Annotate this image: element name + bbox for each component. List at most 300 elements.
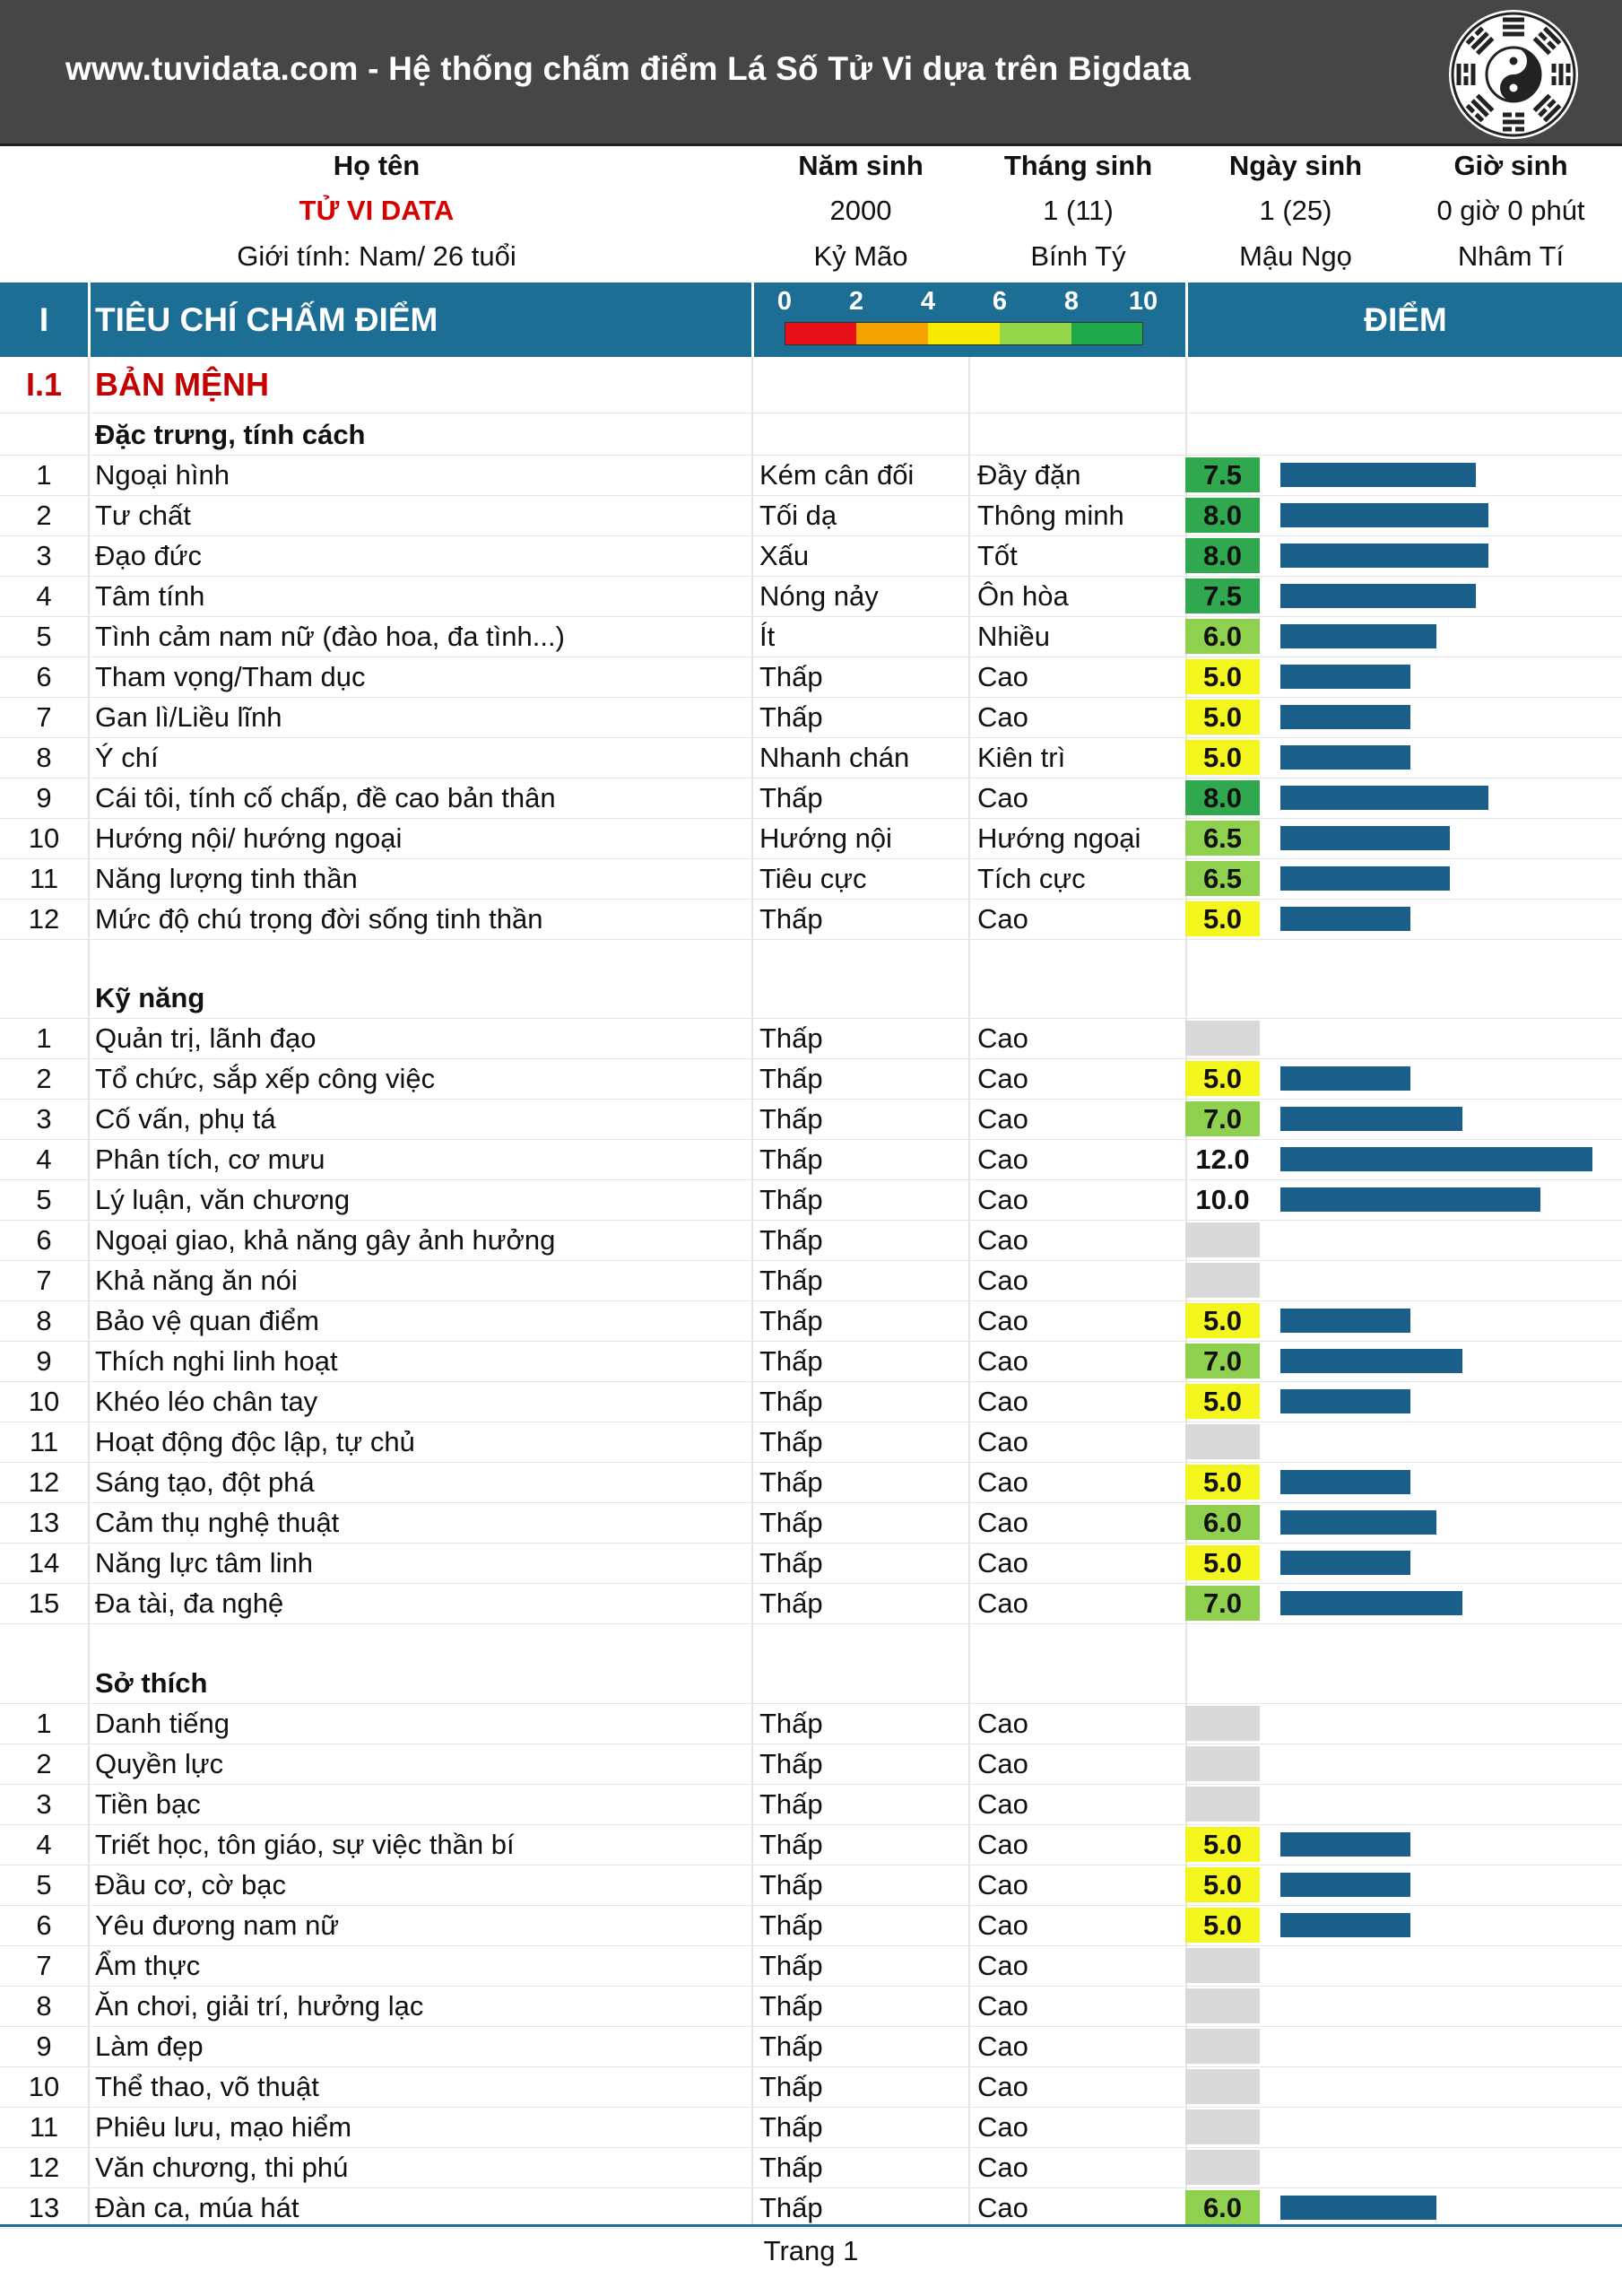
high-label: Cao	[977, 1950, 1028, 1981]
table-row	[0, 2147, 1622, 2187]
high-label: Kiên trì	[977, 742, 1066, 773]
criterion-name: Đầu cơ, cờ bạc	[95, 1869, 286, 1900]
criterion-name: Quản trị, lãnh đạo	[95, 1022, 317, 1054]
score-value: 8.0	[1185, 498, 1260, 533]
row-number: 5	[36, 621, 52, 652]
row-number: 11	[29, 1426, 59, 1457]
row-number: 2	[36, 1748, 52, 1779]
criterion-name: Hướng nội/ hướng ngoại	[95, 822, 403, 854]
high-label: Cao	[977, 2192, 1028, 2223]
score-bar	[1280, 745, 1410, 770]
high-label: Cao	[977, 1708, 1028, 1739]
row-number: 8	[36, 1990, 52, 2022]
row-number: 12	[28, 903, 60, 935]
low-label: Thấp	[759, 1909, 823, 1941]
criterion-name: Danh tiếng	[95, 1708, 230, 1739]
criterion-name: Khả năng ăn nói	[95, 1265, 298, 1296]
criterion-name: Năng lực tâm linh	[95, 1547, 314, 1578]
label-nam-sinh: Năm sinh	[798, 150, 924, 181]
score-value: 5.0	[1185, 1465, 1260, 1500]
row-number: 9	[36, 2031, 52, 2062]
low-label: Hướng nội	[759, 822, 892, 854]
criterion-name: Quyền lực	[95, 1748, 224, 1779]
row-divider	[0, 939, 1622, 940]
table-row	[0, 1824, 1622, 1865]
high-label: Cao	[977, 1144, 1028, 1175]
yin-yang-bagua-logo-icon	[1446, 7, 1581, 142]
score-bar	[1280, 665, 1410, 689]
scale-tick: 2	[848, 287, 864, 316]
row-number: 3	[36, 1788, 52, 1820]
label-gio-sinh: Giờ sinh	[1453, 150, 1568, 181]
criterion-name: Ăn chơi, giải trí, hưởng lạc	[95, 1990, 424, 2022]
row-number: 7	[36, 1950, 52, 1981]
table-row	[0, 1381, 1622, 1422]
header-title: www.tuvidata.com - Hệ thống chấm điểm Lá Số Tử Vi dựa trên Bigdata	[65, 50, 1192, 87]
high-label: Thông minh	[977, 500, 1124, 531]
row-number: 6	[36, 1909, 52, 1941]
table-row	[0, 1703, 1622, 1744]
score-value: 5.0	[1185, 901, 1260, 936]
criterion-name: Đa tài, đa nghệ	[95, 1587, 284, 1619]
table-row	[0, 697, 1622, 737]
low-label: Thấp	[759, 1990, 823, 2022]
row-number: 1	[36, 1708, 52, 1739]
section-ban-menh	[0, 357, 1622, 413]
high-label: Cao	[977, 1345, 1028, 1377]
score-bar	[1280, 826, 1450, 850]
criterion-name: Tư chất	[95, 500, 191, 531]
score-heading: ĐIỂM	[1364, 301, 1447, 338]
row-number: 4	[36, 580, 52, 612]
table-row	[0, 1583, 1622, 1623]
table-row	[0, 1905, 1622, 1945]
high-label: Cao	[977, 903, 1028, 935]
score-value	[1185, 1021, 1260, 1056]
info-values-row	[0, 188, 1622, 233]
criterion-name: Ngoại giao, khả năng gây ảnh hưởng	[95, 1224, 556, 1256]
criterion-name: Thể thao, võ thuật	[95, 2071, 319, 2102]
scale-tick: 6	[992, 287, 1008, 316]
high-label: Cao	[977, 1063, 1028, 1094]
group-title: Kỹ năng	[95, 982, 205, 1013]
low-label: Thấp	[759, 1265, 823, 1296]
row-number: 13	[28, 1507, 60, 1538]
criterion-name: Lý luận, văn chương	[95, 1184, 351, 1215]
table-row	[0, 1341, 1622, 1381]
score-bar	[1280, 544, 1488, 568]
high-label: Cao	[977, 1103, 1028, 1135]
score-value: 12.0	[1195, 1144, 1250, 1175]
high-label: Cao	[977, 1466, 1028, 1498]
table-row	[0, 1260, 1622, 1300]
info-extra-row	[0, 234, 1622, 279]
score-bar	[1280, 705, 1410, 729]
score-bar	[1280, 1913, 1410, 1937]
table-row	[0, 2066, 1622, 2107]
score-bar	[1280, 463, 1476, 487]
low-label: Thấp	[759, 1224, 823, 1256]
label-ngay-sinh: Ngày sinh	[1228, 150, 1363, 181]
value-thang-sinh: 1 (11)	[1043, 195, 1114, 226]
low-label: Thấp	[759, 1869, 823, 1900]
table-row	[0, 616, 1622, 657]
row-number: 6	[36, 661, 52, 692]
criterion-name: Ẩm thực	[95, 1950, 201, 1981]
high-label: Cao	[977, 1426, 1028, 1457]
score-bar	[1280, 624, 1436, 648]
table-row	[0, 1300, 1622, 1341]
low-label: Thấp	[759, 1507, 823, 1538]
criterion-name: Tham vọng/Tham dục	[95, 661, 366, 692]
table-row	[0, 899, 1622, 939]
score-bar	[1280, 1470, 1410, 1494]
score-bar	[1280, 1591, 1462, 1615]
criterion-name: Bảo vệ quan điểm	[95, 1305, 319, 1336]
section-title: BẢN MỆNH	[95, 366, 269, 403]
row-number: 5	[36, 1869, 52, 1900]
high-label: Cao	[977, 2071, 1028, 2102]
high-label: Cao	[977, 1587, 1028, 1619]
nam-can-chi: Kỷ Mão	[813, 240, 908, 272]
score-value: 5.0	[1185, 1061, 1260, 1096]
group-title: Đặc trưng, tính cách	[95, 419, 366, 450]
label-ho-ten: Họ tên	[333, 150, 421, 181]
high-label: Tốt	[977, 540, 1018, 571]
table-row	[0, 818, 1622, 858]
criterion-name: Năng lượng tinh thần	[95, 863, 358, 894]
high-label: Tích cực	[977, 863, 1086, 894]
score-bar	[1280, 1832, 1410, 1857]
score-bar	[1280, 1349, 1462, 1373]
high-label: Cao	[977, 1507, 1028, 1538]
score-value: 5.0	[1185, 1545, 1260, 1580]
high-label: Cao	[977, 1869, 1028, 1900]
table-row	[0, 1945, 1622, 1986]
row-number: 8	[36, 742, 52, 773]
high-label: Nhiều	[977, 621, 1050, 652]
high-label: Đầy đặn	[977, 459, 1081, 491]
score-value	[1185, 1263, 1260, 1298]
criterion-name: Tiền bạc	[95, 1788, 201, 1820]
thang-can-chi: Bính Tý	[1030, 240, 1126, 272]
low-label: Thấp	[759, 1305, 823, 1336]
row-number: 4	[36, 1829, 52, 1860]
row-number: 7	[36, 701, 52, 733]
high-label: Cao	[977, 1184, 1028, 1215]
row-number: 2	[36, 1063, 52, 1094]
row-number: 10	[28, 1386, 60, 1417]
table-row	[0, 657, 1622, 697]
criterion-name: Cố vấn, phụ tá	[95, 1103, 276, 1135]
page-number: Trang 1	[763, 2235, 859, 2266]
row-divider	[0, 1623, 1622, 1624]
value-ngay-sinh: 1 (25)	[1259, 195, 1332, 226]
high-label: Cao	[977, 661, 1028, 692]
row-number: 10	[28, 822, 60, 854]
score-value: 7.0	[1185, 1586, 1260, 1621]
criterion-name: Làm đẹp	[95, 2031, 204, 2062]
table-row	[0, 2107, 1622, 2147]
low-label: Thấp	[759, 2192, 823, 2223]
low-label: Thấp	[759, 1386, 823, 1417]
score-value: 5.0	[1185, 1384, 1260, 1419]
low-label: Thấp	[759, 1466, 823, 1498]
table-row	[0, 1099, 1622, 1139]
row-number: 11	[29, 863, 59, 894]
page-header	[0, 0, 1622, 146]
table-row	[0, 1220, 1622, 1260]
score-bar	[1280, 866, 1450, 891]
row-number: 4	[36, 1144, 52, 1175]
low-label: Thấp	[759, 1829, 823, 1860]
high-label: Cao	[977, 1909, 1028, 1941]
score-value: 5.0	[1185, 659, 1260, 694]
score-value: 6.0	[1185, 2190, 1260, 2225]
gioi-tinh: Giới tính: Nam/ 26 tuổi	[237, 240, 516, 272]
criteria-heading: TIÊU CHÍ CHẤM ĐIỂM	[95, 301, 438, 338]
row-divider	[0, 2228, 1622, 2229]
criterion-name: Văn chương, thi phú	[95, 2152, 349, 2183]
low-label: Thấp	[759, 1184, 823, 1215]
high-label: Cao	[977, 1224, 1028, 1256]
table-row	[0, 1865, 1622, 1905]
table-row	[0, 455, 1622, 495]
criterion-name: Cảm thụ nghệ thuật	[95, 1507, 340, 1538]
score-scale-legend	[753, 285, 1166, 357]
high-label: Cao	[977, 782, 1028, 813]
row-number: 14	[28, 1547, 60, 1578]
criterion-name: Yêu đương nam nữ	[95, 1909, 340, 1941]
criterion-name: Phân tích, cơ mưu	[95, 1144, 325, 1175]
score-value: 5.0	[1185, 1303, 1260, 1338]
criterion-name: Đàn ca, múa hát	[95, 2192, 299, 2223]
low-label: Thấp	[759, 1587, 823, 1619]
low-label: Nóng nảy	[759, 580, 879, 612]
row-number: 1	[36, 459, 52, 491]
score-bar	[1280, 1187, 1540, 1212]
criterion-name: Đạo đức	[95, 540, 202, 571]
row-number: 13	[28, 2192, 60, 2223]
low-label: Thấp	[759, 1345, 823, 1377]
section-roman: I	[39, 301, 49, 338]
criterion-name: Mức độ chú trọng đời sống tinh thần	[95, 903, 543, 935]
low-label: Thấp	[759, 903, 823, 935]
table-row	[0, 2187, 1622, 2228]
row-number: 3	[36, 540, 52, 571]
row-number: 3	[36, 1103, 52, 1135]
criterion-name: Gan lì/Liều lĩnh	[95, 701, 282, 733]
high-label: Cao	[977, 2031, 1028, 2062]
high-label: Cao	[977, 1386, 1028, 1417]
section-code: I.1	[25, 366, 63, 403]
score-value: 7.0	[1185, 1101, 1260, 1136]
score-value	[1185, 1222, 1260, 1257]
high-label: Cao	[977, 1990, 1028, 2022]
score-value	[1185, 1706, 1260, 1741]
high-label: Cao	[977, 1265, 1028, 1296]
criterion-name: Thích nghi linh hoạt	[95, 1345, 338, 1377]
high-label: Cao	[977, 2152, 1028, 2183]
score-bar	[1280, 1107, 1462, 1131]
row-number: 12	[28, 2152, 60, 2183]
score-value	[1185, 1988, 1260, 2023]
scale-tick: 8	[1063, 287, 1080, 316]
criterion-name: Tình cảm nam nữ (đào hoa, đa tình...)	[95, 621, 565, 652]
low-label: Tiêu cực	[759, 863, 867, 894]
table-row	[0, 1058, 1622, 1099]
high-label: Cao	[977, 1829, 1028, 1860]
table-row	[0, 1744, 1622, 1784]
high-label: Cao	[977, 701, 1028, 733]
score-value: 10.0	[1195, 1184, 1250, 1215]
value-gio-sinh: 0 giờ 0 phút	[1436, 195, 1585, 226]
table-row	[0, 1543, 1622, 1583]
score-value: 5.0	[1185, 1827, 1260, 1862]
high-label: Hướng ngoại	[977, 822, 1141, 854]
score-bar	[1280, 1873, 1410, 1897]
low-label: Thấp	[759, 701, 823, 733]
score-value: 6.0	[1185, 1505, 1260, 1540]
table-row	[0, 495, 1622, 535]
score-value	[1185, 2029, 1260, 2064]
criterion-name: Ý chí	[95, 742, 159, 773]
score-value: 5.0	[1185, 1867, 1260, 1902]
low-label: Xấu	[759, 540, 810, 571]
row-number: 1	[36, 1022, 52, 1054]
row-number: 7	[36, 1265, 52, 1296]
criterion-name: Ngoại hình	[95, 459, 230, 491]
low-label: Thấp	[759, 1788, 823, 1820]
score-value: 5.0	[1185, 740, 1260, 775]
score-value: 7.0	[1185, 1344, 1260, 1378]
low-label: Thấp	[759, 1426, 823, 1457]
criterion-name: Hoạt động độc lập, tự chủ	[95, 1426, 415, 1457]
score-value	[1185, 1787, 1260, 1822]
low-label: Thấp	[759, 2152, 823, 2183]
low-label: Tối dạ	[759, 500, 837, 531]
score-bar	[1280, 584, 1476, 608]
low-label: Thấp	[759, 1103, 823, 1135]
row-number: 9	[36, 1345, 52, 1377]
table-row	[0, 1179, 1622, 1220]
row-number: 5	[36, 1184, 52, 1215]
score-bar	[1280, 1551, 1410, 1575]
score-bar	[1280, 1066, 1410, 1091]
score-value: 5.0	[1185, 1908, 1260, 1943]
score-bar	[1280, 1147, 1592, 1171]
score-value: 8.0	[1185, 780, 1260, 815]
low-label: Thấp	[759, 1022, 823, 1054]
score-bar	[1280, 1309, 1410, 1333]
score-value	[1185, 1948, 1260, 1983]
table-row	[0, 858, 1622, 899]
row-number: 8	[36, 1305, 52, 1336]
high-label: Ôn hòa	[977, 580, 1069, 612]
table-row	[0, 1502, 1622, 1543]
row-number: 11	[29, 2111, 59, 2143]
score-value: 8.0	[1185, 538, 1260, 573]
criterion-name: Sáng tạo, đột phá	[95, 1466, 315, 1498]
score-value	[1185, 1424, 1260, 1459]
label-thang-sinh: Tháng sinh	[1003, 150, 1153, 181]
low-label: Thấp	[759, 1950, 823, 1981]
low-label: Nhanh chán	[759, 742, 910, 773]
scale-tick: 4	[920, 287, 936, 316]
score-value	[1185, 2109, 1260, 2144]
criterion-name: Phiêu lưu, mạo hiểm	[95, 2111, 352, 2143]
table-row	[0, 778, 1622, 818]
gio-can-chi: Nhâm Tí	[1457, 240, 1565, 272]
high-label: Cao	[977, 1022, 1028, 1054]
row-number: 6	[36, 1224, 52, 1256]
score-value: 7.5	[1185, 578, 1260, 613]
table-row	[0, 1784, 1622, 1824]
scale-tick: 0	[776, 287, 793, 316]
criterion-name: Tổ chức, sắp xếp công việc	[95, 1063, 436, 1094]
criterion-name: Triết học, tôn giáo, sự việc thần bí	[95, 1829, 515, 1860]
score-value: 7.5	[1185, 457, 1260, 492]
footer-divider	[0, 2224, 1622, 2227]
value-nam-sinh: 2000	[829, 195, 892, 226]
low-label: Thấp	[759, 661, 823, 692]
high-label: Cao	[977, 1788, 1028, 1820]
ngay-can-chi: Mậu Ngọ	[1239, 240, 1352, 272]
score-value: 5.0	[1185, 700, 1260, 735]
table-row	[0, 2026, 1622, 2066]
score-bar	[1280, 2196, 1436, 2220]
low-label: Thấp	[759, 1708, 823, 1739]
low-label: Thấp	[759, 2071, 823, 2102]
criterion-name: Cái tôi, tính cố chấp, đề cao bản thân	[95, 782, 556, 813]
score-bar	[1280, 786, 1488, 810]
table-row	[0, 576, 1622, 616]
low-label: Thấp	[759, 1144, 823, 1175]
score-value	[1185, 1746, 1260, 1781]
low-label: Thấp	[759, 1748, 823, 1779]
score-bar	[1280, 907, 1410, 931]
row-number: 12	[28, 1466, 60, 1498]
value-ho-ten: TỬ VI DATA	[299, 195, 455, 226]
low-label: Thấp	[759, 782, 823, 813]
high-label: Cao	[977, 1305, 1028, 1336]
score-value: 6.0	[1185, 619, 1260, 654]
group-title: Sở thích	[95, 1667, 208, 1699]
table-row	[0, 1139, 1622, 1179]
table-row	[0, 1462, 1622, 1502]
score-value	[1185, 2150, 1260, 2185]
score-value: 6.5	[1185, 821, 1260, 856]
low-label: Thấp	[759, 1547, 823, 1578]
criterion-name: Tâm tính	[95, 580, 205, 612]
table-row	[0, 1986, 1622, 2026]
personal-info	[0, 144, 1622, 283]
row-number: 10	[28, 2071, 60, 2102]
low-label: Kém cân đối	[759, 459, 915, 491]
row-number: 15	[28, 1587, 60, 1619]
high-label: Cao	[977, 1547, 1028, 1578]
low-label: Ít	[759, 621, 776, 652]
criterion-name: Khéo léo chân tay	[95, 1386, 318, 1417]
table-row	[0, 535, 1622, 576]
score-bar	[1280, 1510, 1436, 1535]
table-row	[0, 1422, 1622, 1462]
score-value	[1185, 2069, 1260, 2104]
scale-tick: 10	[1128, 287, 1158, 316]
score-value: 6.5	[1185, 861, 1260, 896]
info-labels-row	[0, 144, 1622, 188]
low-label: Thấp	[759, 2111, 823, 2143]
